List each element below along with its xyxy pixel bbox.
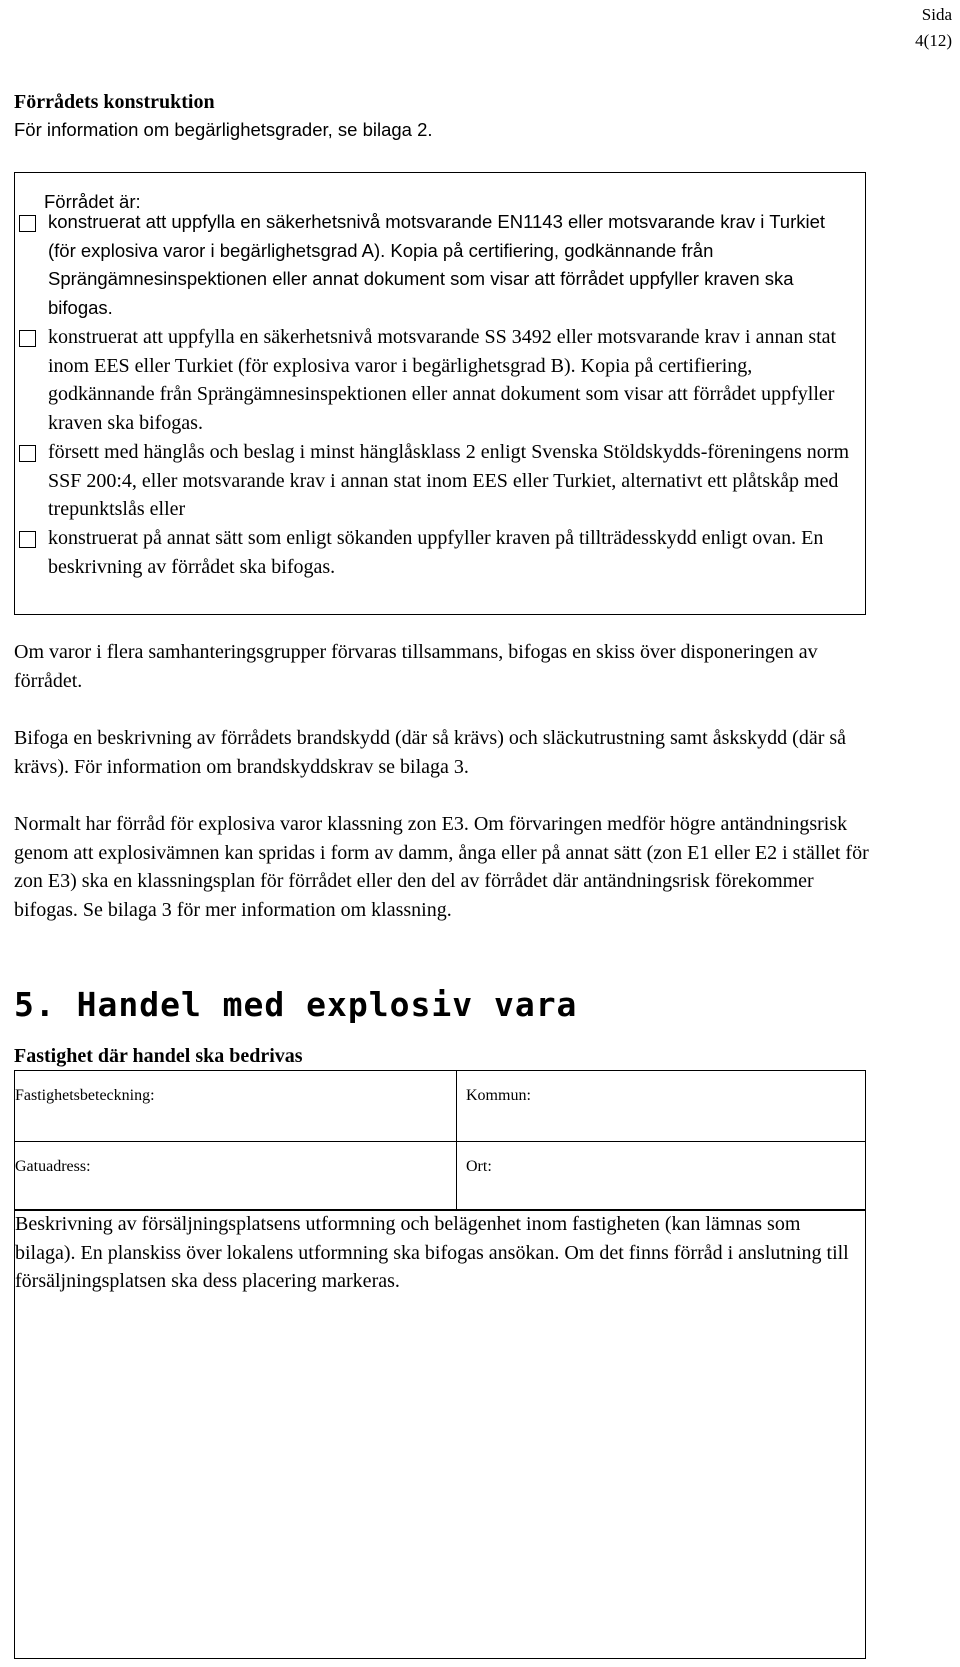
storage-box-intro: Förrådet är:	[44, 191, 141, 212]
page-number	[915, 2, 952, 54]
storage-option-ss3492	[19, 323, 855, 437]
sales-location-description-label: Beskrivning av försäljningsplatsens utformning och belägenhet inom fastigheten (kan lämnas som bilaga). En planskiss över lokalens utformning ska bifogas ansökan. Om det finns förråd i anslutning till försäljningsplatsen ska dess placering markeras.	[15, 1213, 849, 1292]
storage-option-padlock	[19, 438, 855, 524]
page-number-value: 4(12)	[915, 31, 952, 50]
paragraph-storage-groups: Om varor i flera samhanteringsgrupper förvaras tillsammans, bifogas en skiss över disponeringen av förrådet.	[14, 641, 818, 692]
property-fields-table	[14, 1070, 866, 1211]
page-number-label: Sida	[921, 5, 952, 24]
street-address-input[interactable]	[19, 1179, 453, 1207]
property-designation-input[interactable]	[19, 1109, 453, 1137]
storage-construction-subtitle: För information om begärlighetsgrader, se bilaga 2.	[14, 119, 433, 140]
street-address-label: Gatuadress:	[15, 1158, 91, 1175]
paragraph-zone-classification: Normalt har förråd för explosiva varor klassning zon E3. Om förvaringen medför högre antändningsrisk genom att explosivämnen kan spridas i form av damm, ånga eller på annat sätt (zon E1 eller E2 i stället för zon E3) ska en klassningsplan för förrådet eller den del av förrådet där antändningsrisk förekommer bifogas. Se bilaga 3 för mer information om klassning.	[14, 813, 869, 921]
section-5-heading: 5. Handel med explosiv vara	[14, 985, 578, 1024]
municipality-label: Kommun:	[466, 1087, 531, 1104]
storage-construction-heading: Förrådets konstruktion	[14, 91, 215, 113]
storage-option-en1143	[19, 208, 855, 322]
storage-option-other	[19, 524, 855, 581]
checkbox-ss3492[interactable]	[19, 330, 36, 347]
sales-location-description-box	[14, 1209, 866, 1659]
paragraph-fire-protection: Bifoga en beskrivning av förrådets brandskydd (där så krävs) och släckutrustning samt åskskydd (där så krävs). För information om brandskyddskrav se bilaga 3.	[14, 727, 847, 778]
option-other-text: konstruerat på annat sätt som enligt sökanden uppfyller kraven på tillträdesskydd enligt ovan. En beskrivning av förrådet ska bifogas.	[48, 527, 824, 578]
property-designation-label: Fastighetsbeteckning:	[15, 1087, 155, 1104]
option-padlock-text: försett med hänglås och beslag i minst hänglåsklass 2 enligt Svenska Stöldskydds-föreningens norm SSF 200:4, eller motsvarande krav i annan stat inom EES eller Turkiet, alternativt ett plåtskåp med trepunktslås eller	[48, 441, 849, 520]
storage-options-box	[14, 172, 866, 615]
checkbox-other[interactable]	[19, 531, 36, 548]
sales-location-description-input[interactable]	[21, 1304, 860, 1653]
option-en1143-text: konstruerat att uppfylla en säkerhetsnivå motsvarande EN1143 eller motsvarande krav i Turkiet (för explosiva varor i begärlighetsgrad A). Kopia på certifiering, godkännande från Sprängämnesinspektionen eller annat dokument som visar att förrådet uppfyller kraven ska bifogas.	[48, 211, 826, 318]
municipality-input[interactable]	[466, 1109, 860, 1137]
checkbox-padlock[interactable]	[19, 445, 36, 462]
checkbox-en1143[interactable]	[19, 215, 36, 232]
option-ss3492-text: konstruerat att uppfylla en säkerhetsnivå motsvarande SS 3492 eller motsvarande krav i annan stat inom EES eller Turkiet (för explosiva varor i begärlighetsgrad B). Kopia på certifiering, godkännande från Sprängämnesinspektionen eller annat dokument som visar att förrådet uppfyller kraven ska bifogas.	[48, 326, 837, 434]
city-label: Ort:	[466, 1158, 492, 1175]
table-divider-horizontal	[15, 1141, 865, 1142]
property-subheading: Fastighet där handel ska bedrivas	[14, 1045, 303, 1067]
city-input[interactable]	[466, 1179, 860, 1207]
